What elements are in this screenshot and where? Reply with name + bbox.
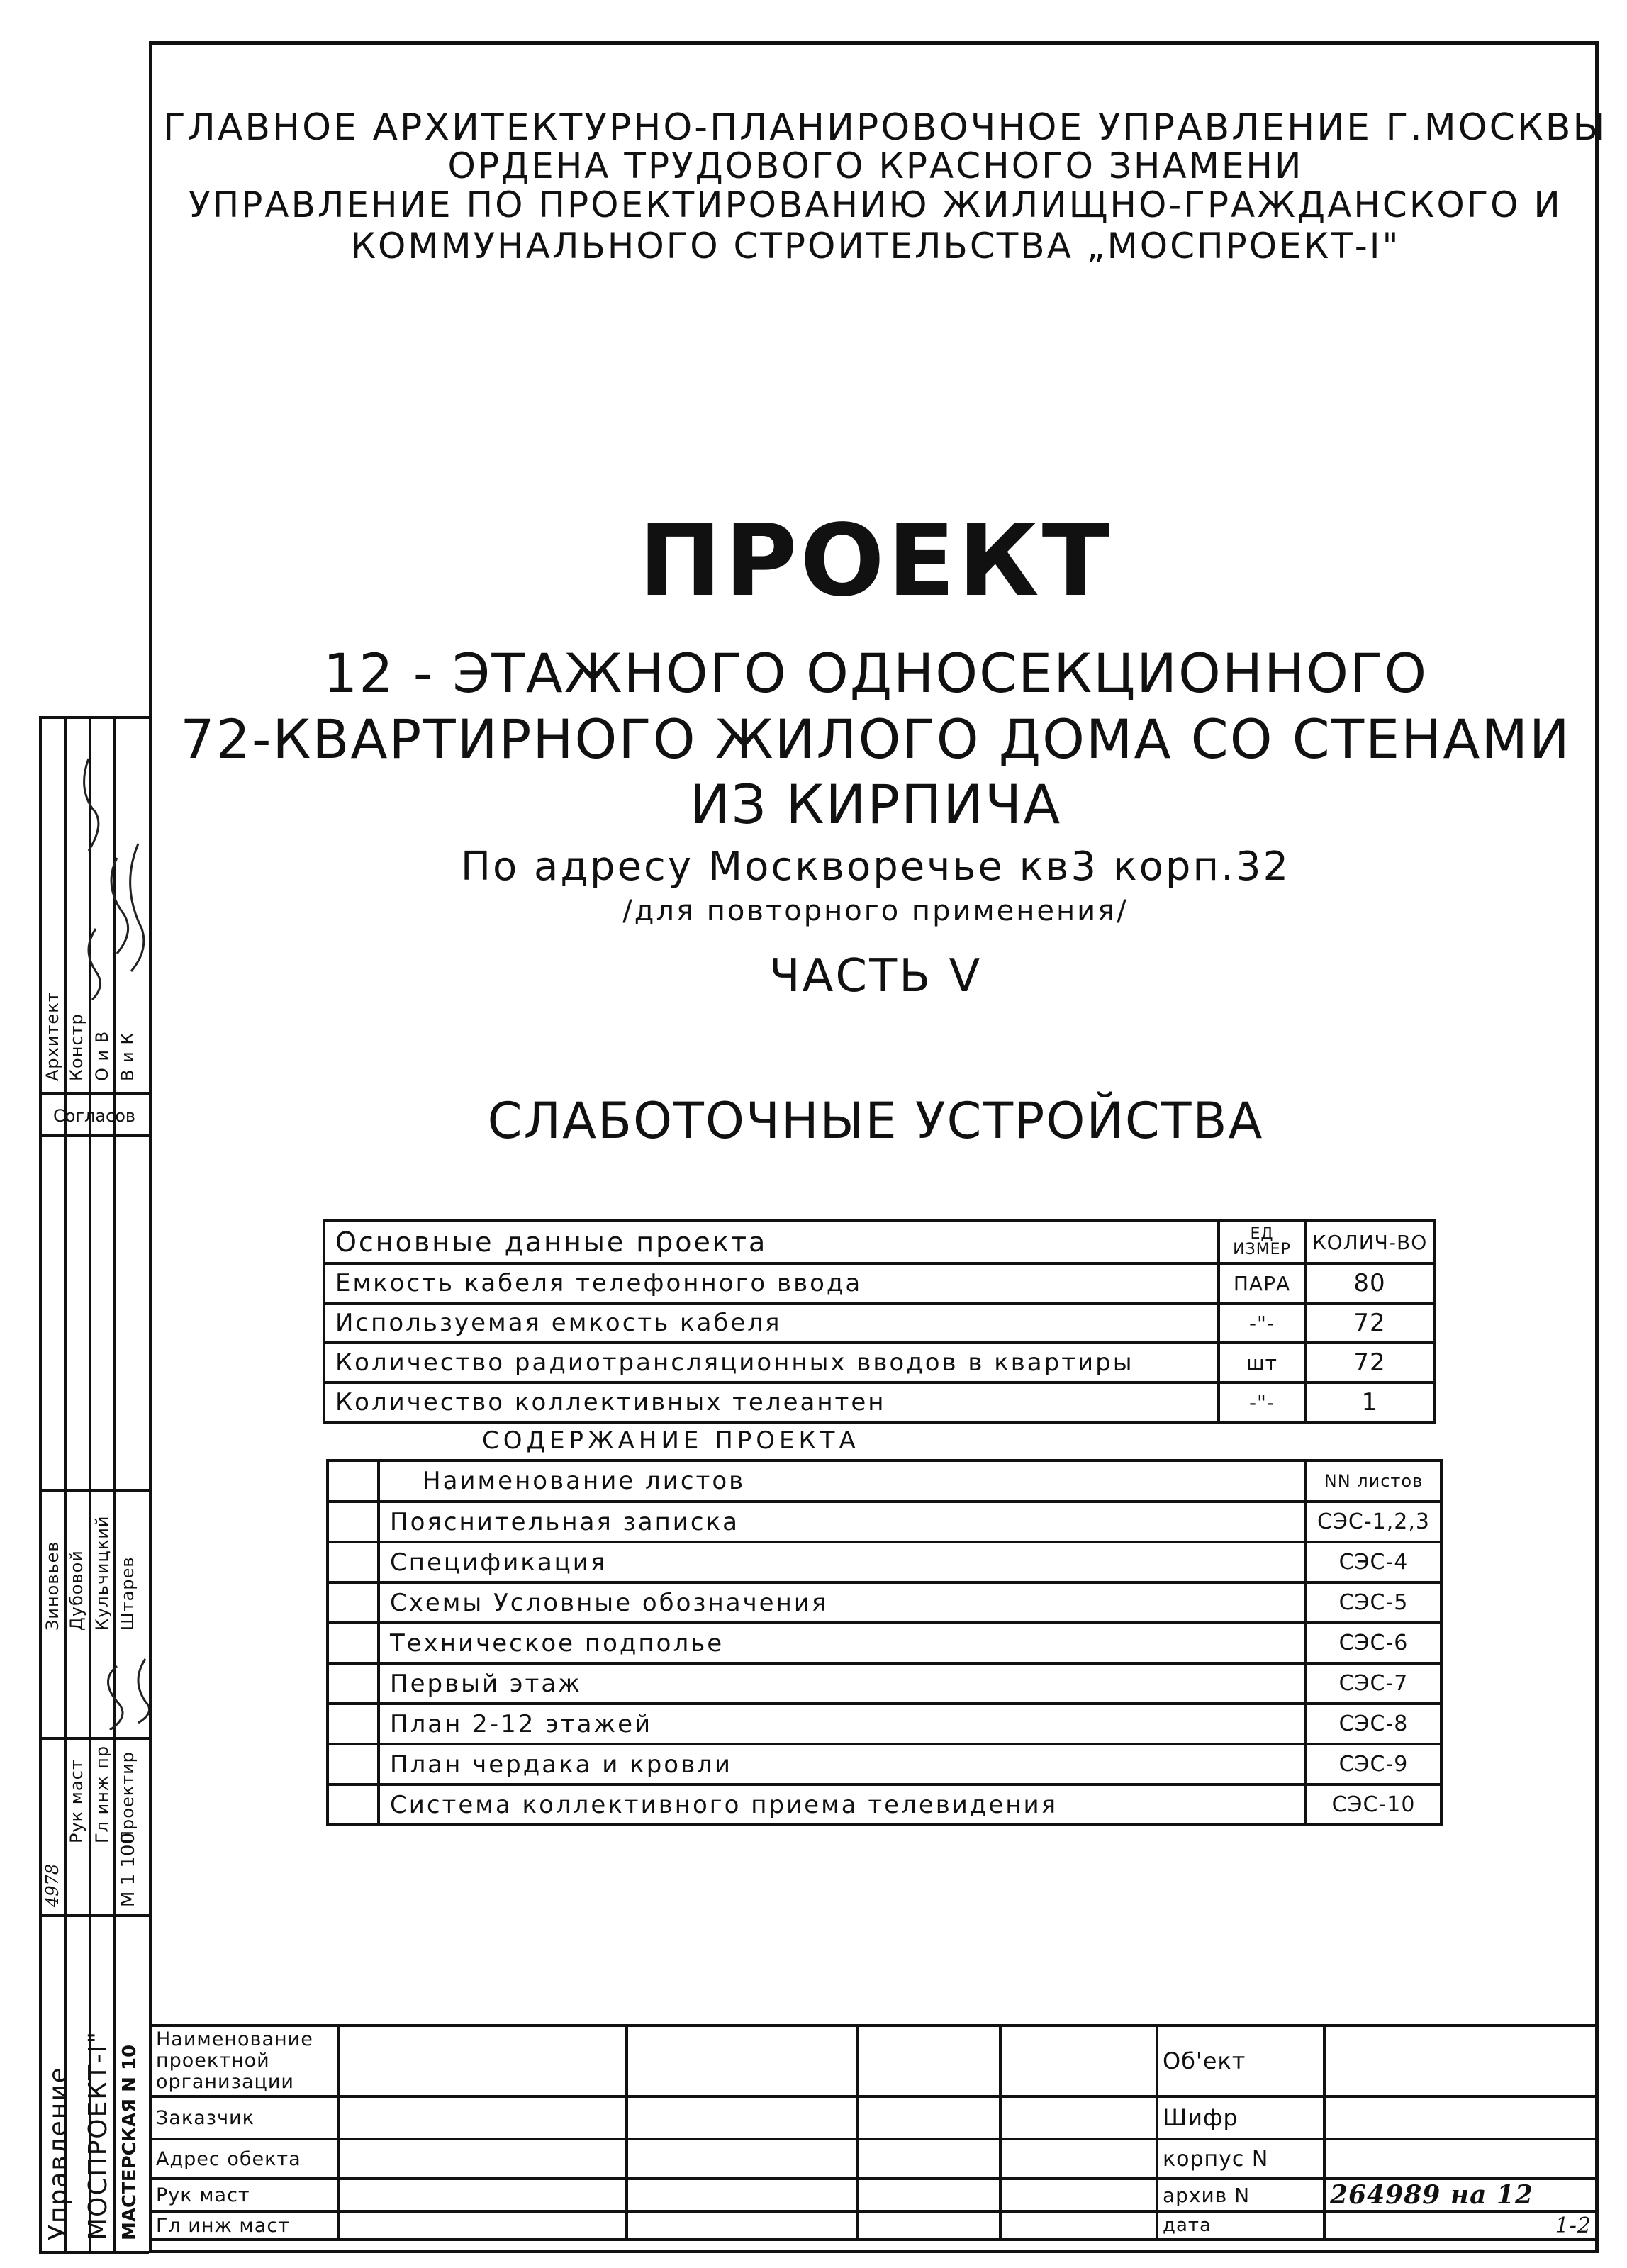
table-row <box>328 1582 1441 1623</box>
stamp-cell <box>1000 2139 1157 2179</box>
header-cell-sheet: NN листов <box>1306 1460 1441 1502</box>
table-row <box>324 1382 1434 1422</box>
stamp-value-object <box>1324 2026 1597 2096</box>
row-sheet: СЭС-1,2,3 <box>1306 1502 1441 1542</box>
row-name: Количество коллективных телеантен <box>324 1382 1219 1422</box>
stamp-label-date: дата <box>1157 2211 1324 2240</box>
side-rule <box>39 1914 149 1917</box>
row-name: Первый этаж <box>379 1663 1306 1704</box>
row-name: Используемая емкость кабеля <box>324 1303 1219 1343</box>
org-header-line-4: КОММУНАЛЬНОГО СТРОИТЕЛЬСТВА „МОСПРОЕКТ-I" <box>350 225 1401 267</box>
row-sheet: СЭС-6 <box>1306 1623 1441 1663</box>
stamp-cell <box>858 2139 1000 2179</box>
stamp-value-cipher <box>1324 2096 1597 2139</box>
stamp-cell <box>339 2211 627 2240</box>
part-number: ЧАСТЬ V <box>768 950 983 1002</box>
side-rule <box>39 2251 149 2254</box>
stamp-label-archive: архив N <box>1157 2179 1324 2211</box>
stamp-cell <box>627 2139 858 2179</box>
stamp-cell <box>858 2096 1000 2139</box>
contents-table <box>326 1459 1443 1826</box>
stamp-label-customer: Заказчик <box>150 2096 339 2139</box>
stamp-cell <box>339 2026 627 2096</box>
row-name: Система коллективного приема телевидения <box>379 1784 1306 1825</box>
table-row <box>324 1343 1434 1382</box>
row-unit: -"- <box>1219 1382 1305 1422</box>
row-sheet: СЭС-8 <box>1306 1704 1441 1744</box>
table-row <box>328 1784 1441 1825</box>
org-header-line-1: ГЛАВНОЕ АРХИТЕКТУРНО-ПЛАНИРОВОЧНОЕ УПРАВЛЕНИЕ Г.МОСКВЫ <box>163 106 1608 149</box>
org-header-line-2: ОРДЕНА ТРУДОВОГО КРАСНОГО ЗНАМЕНИ <box>447 145 1304 186</box>
row-name: План 2-12 этажей <box>379 1704 1306 1744</box>
row-name: Количество радиотрансляционных вводов в квартиры <box>324 1343 1219 1382</box>
side-org-line-2: МОСПРОЕКТ-I" <box>84 2030 113 2240</box>
index-cell <box>328 1744 379 1784</box>
header-cell-name: Наименование листов <box>379 1460 1306 1502</box>
row-sheet: СЭС-7 <box>1306 1663 1441 1704</box>
index-cell <box>328 1542 379 1582</box>
side-name: Дубовой <box>67 1550 86 1631</box>
stamp-value-archive: 264989 на 12 <box>1324 2179 1597 2211</box>
side-workshop: МАСТЕРСКАЯ N 10 <box>119 2044 140 2240</box>
side-role: О и В <box>92 1030 112 1081</box>
table-header-row <box>324 1221 1434 1263</box>
index-cell <box>328 1663 379 1704</box>
row-unit: шт <box>1219 1343 1305 1382</box>
object-address: По адресу Москворечье кв3 корп.32 <box>460 844 1291 890</box>
stamp-cell <box>1000 2211 1157 2240</box>
stamp-label-org: Наименование проектной организации <box>150 2026 339 2096</box>
index-cell <box>328 1704 379 1744</box>
row-name: Емкость кабеля телефонного ввода <box>324 1263 1219 1303</box>
table-row <box>328 1704 1441 1744</box>
title-block <box>149 2024 1599 2241</box>
stamp-value-building <box>1324 2139 1597 2179</box>
side-name: Штарев <box>118 1556 138 1631</box>
stamp-cell <box>339 2139 627 2179</box>
row-sheet: СЭС-4 <box>1306 1542 1441 1582</box>
row-sheet: СЭС-5 <box>1306 1582 1441 1623</box>
side-rule <box>39 1737 149 1740</box>
stamp-cell <box>1000 2026 1157 2096</box>
stamp-cell <box>627 2179 858 2211</box>
side-role: Констр <box>67 1013 86 1081</box>
section-title: СЛАБОТОЧНЫЕ УСТРОЙСТВА <box>487 1092 1264 1150</box>
index-cell <box>328 1502 379 1542</box>
row-qty: 1 <box>1305 1382 1434 1422</box>
row-sheet: СЭС-9 <box>1306 1744 1441 1784</box>
side-scale: М 1 100 <box>118 1832 139 1907</box>
row-sheet: СЭС-10 <box>1306 1784 1441 1825</box>
table-row <box>328 1663 1441 1704</box>
side-agreed-label: Согласов <box>52 1106 136 1126</box>
row-name: План чердака и кровли <box>379 1744 1306 1784</box>
header-cell-qty: КОЛИЧ-ВО <box>1305 1221 1434 1263</box>
header-cell-name: Основные данные проекта <box>324 1221 1219 1263</box>
table-row <box>328 1502 1441 1542</box>
row-name: Спецификация <box>379 1542 1306 1582</box>
signatures-bottom-graphic <box>39 1496 149 1730</box>
stamp-cell <box>339 2179 627 2211</box>
sheet-mark: 1-2 <box>1324 2211 1597 2240</box>
side-role: Архитект <box>43 991 62 1081</box>
stamp-cell <box>627 2211 858 2240</box>
table-row <box>328 1623 1441 1663</box>
subtitle-line-1: 12 - ЭТАЖНОГО ОДНОСЕКЦИОННОГО <box>323 642 1428 705</box>
index-cell <box>328 1784 379 1825</box>
side-rule <box>39 1134 149 1137</box>
row-name: Техническое подполье <box>379 1623 1306 1663</box>
signatures-top-graphic <box>39 716 149 1085</box>
side-role: В и К <box>118 1032 138 1081</box>
index-cell <box>328 1582 379 1623</box>
subtitle-line-2: 72-КВАРТИРНОГО ЖИЛОГО ДОМА СО СТЕНАМИ <box>180 708 1571 771</box>
main-data-table <box>323 1219 1436 1424</box>
document-title: ПРОЕКТ <box>638 503 1113 619</box>
side-doc-number: 4978 <box>43 1863 62 1907</box>
row-qty: 72 <box>1305 1303 1434 1343</box>
org-header-line-3: УПРАВЛЕНИЕ ПО ПРОЕКТИРОВАНИЮ ЖИЛИЩНО-ГРАЖДАНСКОГО И <box>189 184 1562 225</box>
stamp-cell <box>1000 2096 1157 2139</box>
stamp-cell <box>858 2026 1000 2096</box>
stamp-cell <box>339 2096 627 2139</box>
side-rule <box>39 1489 149 1492</box>
table-row <box>328 1542 1441 1582</box>
side-name: Кульчицкий <box>92 1515 112 1631</box>
row-name: Схемы Условные обозначения <box>379 1582 1306 1623</box>
stamp-label-address: Адрес обекта <box>150 2139 339 2179</box>
stamp-cell <box>1000 2179 1157 2211</box>
side-name: Зиновьев <box>43 1541 62 1631</box>
table-header-row <box>328 1460 1441 1502</box>
stamp-label-object: Об'ект <box>1157 2026 1324 2096</box>
stamp-label-cipher: Шифр <box>1157 2096 1324 2139</box>
header-cell-unit: ЕД ИЗМЕР <box>1219 1221 1305 1263</box>
contents-title: СОДЕРЖАНИЕ ПРОЕКТА <box>482 1426 860 1455</box>
table-row <box>324 1263 1434 1303</box>
index-cell <box>328 1623 379 1663</box>
side-role: Проектир <box>118 1750 138 1843</box>
row-qty: 72 <box>1305 1343 1434 1382</box>
side-role: Рук маст <box>67 1759 86 1843</box>
row-unit: ПАРА <box>1219 1263 1305 1303</box>
table-row <box>328 1744 1441 1784</box>
stamp-label-head: Рук маст <box>150 2179 339 2211</box>
stamp-label-chief-engineer: Гл инж маст <box>150 2211 339 2240</box>
side-org-line-1: Управление <box>44 2066 73 2240</box>
row-name: Пояснительная записка <box>379 1502 1306 1542</box>
index-cell <box>328 1460 379 1502</box>
side-role: Гл инж пр <box>92 1745 112 1843</box>
stamp-cell <box>627 2096 858 2139</box>
reuse-note: /для повторного применения/ <box>622 895 1129 927</box>
stamp-cell <box>858 2211 1000 2240</box>
stamp-cell <box>627 2026 858 2096</box>
row-unit: -"- <box>1219 1303 1305 1343</box>
table-row <box>324 1303 1434 1343</box>
row-qty: 80 <box>1305 1263 1434 1303</box>
subtitle-line-3: ИЗ КИРПИЧА <box>689 773 1062 836</box>
stamp-cell <box>858 2179 1000 2211</box>
side-rule <box>39 1092 149 1095</box>
stamp-label-building: корпус N <box>1157 2139 1324 2179</box>
